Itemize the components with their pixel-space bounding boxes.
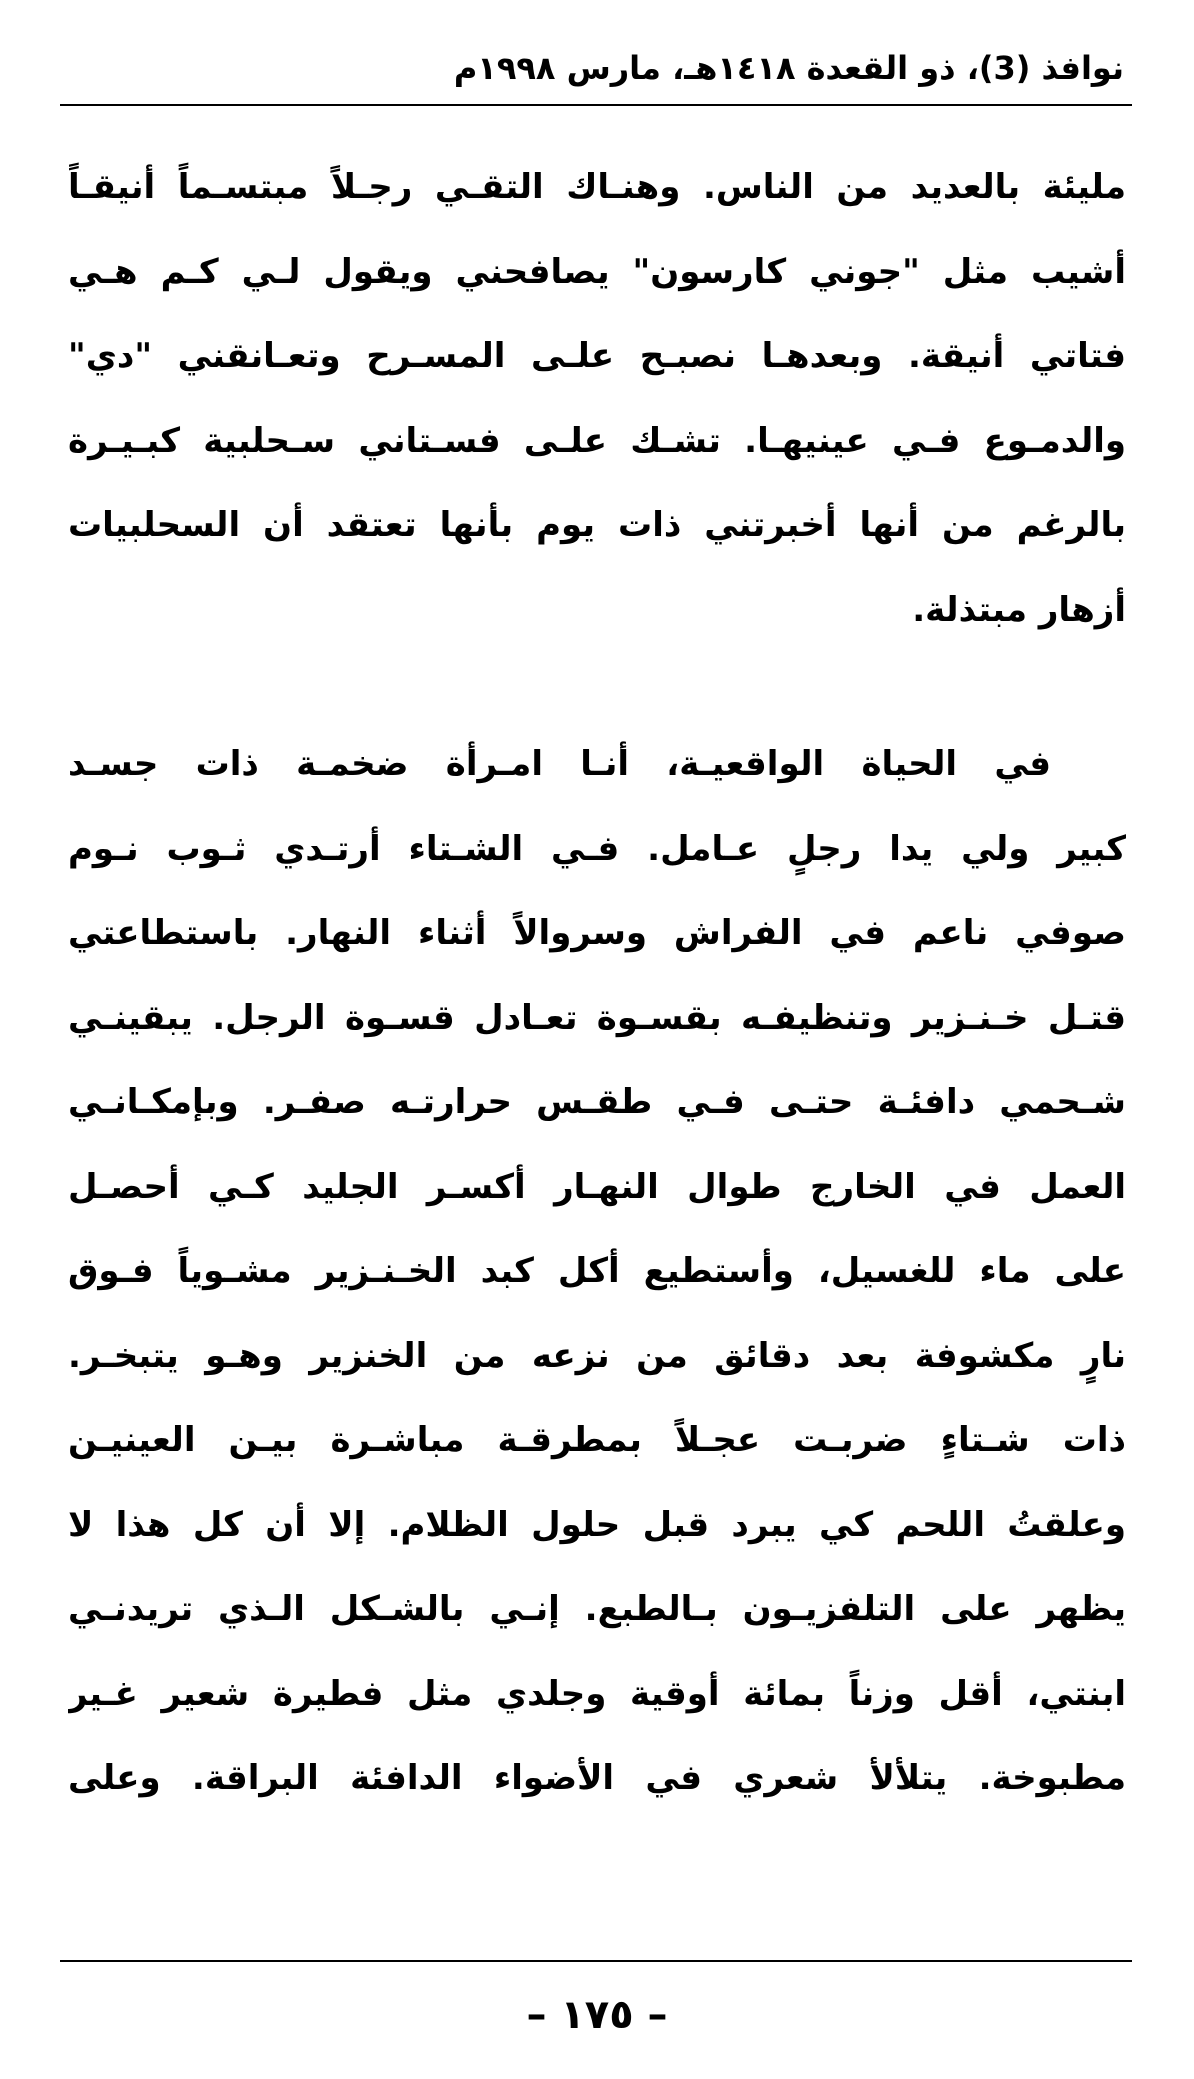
text-line: أشيب مثل "جوني كارسون" يصافحني ويقول لـي كـم هـي	[68, 251, 1126, 292]
text-line: في الحياة الواقعيـة، أنـا امـرأة ضخمـة ذات جسـد	[68, 744, 1051, 784]
text-line: فتاتي أنيقة. وبعدهـا نصبـح علـى المسـرح وتعـانقني "دي"	[68, 336, 1126, 376]
running-head: نوافذ (3)، ذو القعدة ١٤١٨هـ، مارس ١٩٩٨م	[453, 49, 1124, 87]
text-line: وعلقتُ اللحم كي يبرد قبل حلول الظلام. إلا أن كل هذا لا	[68, 1504, 1126, 1545]
paragraph-2	[68, 722, 1126, 1821]
paragraph-gap	[68, 652, 1126, 722]
text-line: نارٍ مكشوفة بعد دقائق من نزعه من الخنزير وهـو يتبخـر.	[68, 1335, 1126, 1376]
text-line: أزهار مبتذلة.	[912, 589, 1126, 630]
text-line: صوفي ناعم في الفراش وسروالاً أثناء النهار. باستطاعتي	[68, 913, 1126, 953]
text-line: ذات شـتاءٍ ضربـت عجـلاً بمطرقـة مباشـرة بيـن العينيـن	[68, 1420, 1126, 1460]
text-line: يظهر على التلفزيـون بـالطبع. إنـي بالشـكل الـذي تريدنـي	[68, 1589, 1126, 1629]
footer-rule	[60, 1960, 1132, 1962]
text-line: كبير ولي يدا رجلٍ عـامل. فـي الشـتاء أرتـدي ثـوب نـوم	[68, 828, 1126, 869]
text-line: قتـل خـنـزير وتنظيفـه بقسـوة تعـادل قسـوة الرجل. يبقينـي	[68, 997, 1126, 1038]
text-line: مطبوخة. يتلألأ شعري في الأضواء الدافئة البراقة. وعلى	[68, 1758, 1126, 1798]
page-number: – ١٧٥ –	[526, 1992, 668, 2038]
text-line: العمل في الخارج طوال النهـار أكسـر الجليد كـي أحصـل	[68, 1166, 1126, 1207]
text-line: بالرغم من أنها أخبرتني ذات يوم بأنها تعتقد أن السحلبيات	[68, 505, 1126, 545]
text-line: والدمـوع فـي عينيهـا. تشـك علـى فسـتاني سـحلبية كبـيـرة	[68, 420, 1126, 461]
paragraph-1	[68, 145, 1126, 652]
article-body	[68, 145, 1126, 1821]
header-rule	[60, 104, 1132, 106]
text-line: على ماء للغسيل، وأستطيع أكل كبد الخـنـزير مشـوياً فـوق	[68, 1251, 1126, 1291]
text-line: شـحمي دافئـة حتـى فـي طقـس حرارتـه صفـر. وبإمكـانـي	[68, 1082, 1126, 1122]
text-line: ابنتي، أقل وزناً بمائة أوقية وجلدي مثل فطيرة شعير غـير	[68, 1673, 1126, 1714]
text-line: مليئة بالعديد من الناس. وهنـاك التقـي رجـلاً مبتسـماً أنيقـاً	[68, 167, 1126, 207]
